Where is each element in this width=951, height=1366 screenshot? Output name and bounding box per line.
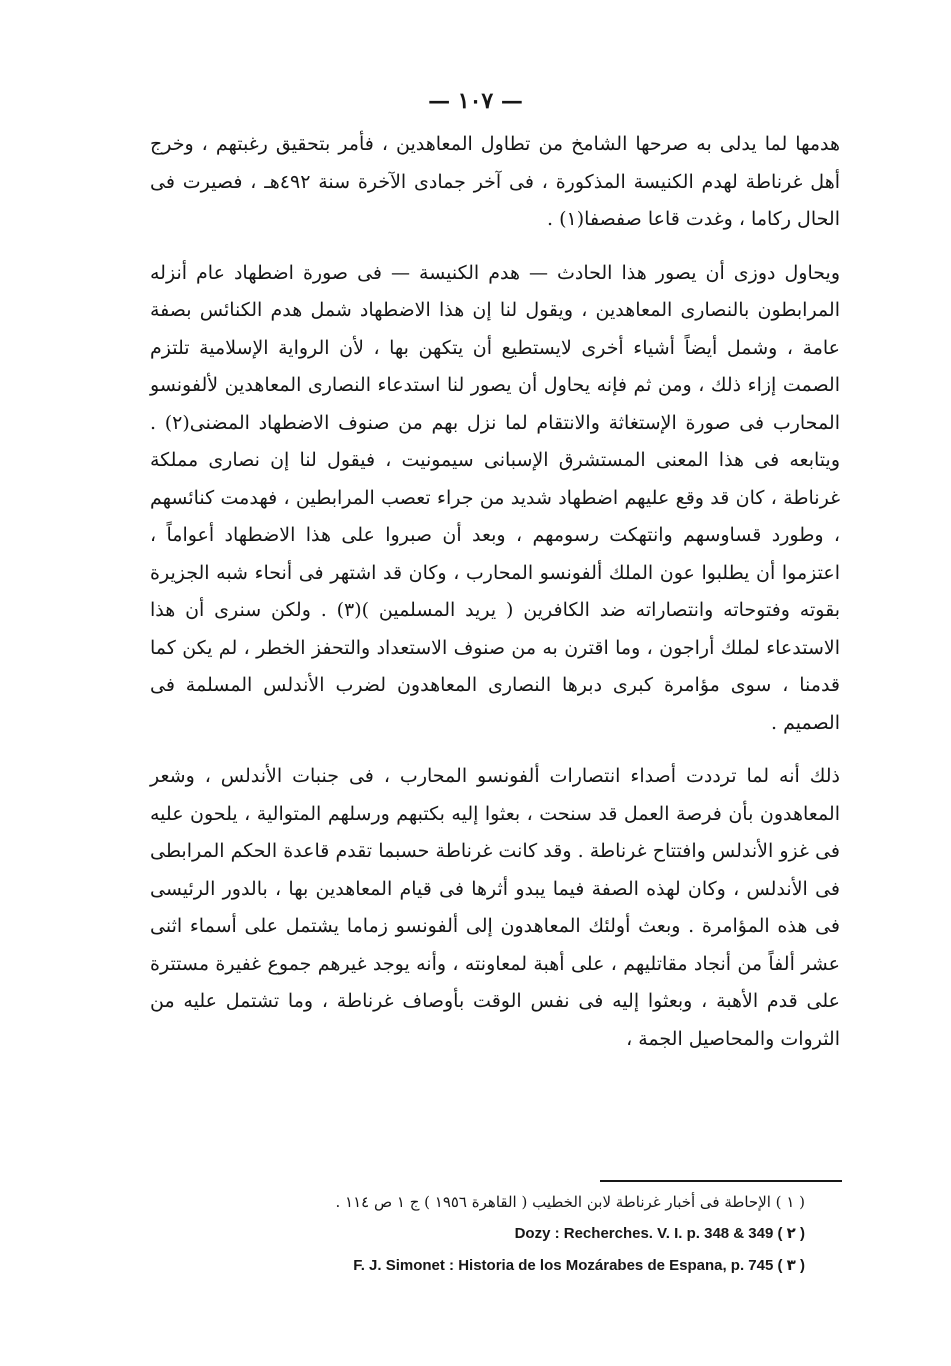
footnote-3: F. J. Simonet : Historia de los Mozárabes de Espana, p. 745 ( ٣ )	[353, 1257, 805, 1274]
footnotes	[190, 1186, 805, 1282]
footnote-2: Dozy : Recherches. V. I. p. 348 & 349 ( ٢ )	[514, 1225, 805, 1242]
paragraph-1: هدمها لما يدلى به صرحها الشامخ من تطاول المعاهدين ، فأمر بتحقيق رغبتهم ، وخرج أهل غرناطة لهدم الكنيسة المذكورة ، فى آخر جمادى الآخرة سنة ٤٩٢هـ ، فصيرت فى الحال ركاما ، وغدت قاعا صفصفا(١) .	[150, 133, 840, 230]
paragraph-2: ويحاول دوزى أن يصور هذا الحادث — هدم الكنيسة — فى صورة اضطهاد عام أنزله المرابطون بالنصارى المعاهدين ، ويقول لنا إن هذا الاضطهاد شمل هدم الكنائس بصفة عامة ، وشمل أيضاً أشياء أخرى لايستطيع أن يتكهن بها ، لأن الرواية الإسلامية تلتزم الصمت إزاء ذلك ، ومن ثم فإنه يحاول أن يصور لنا استدعاء النصارى المعاهدين لألفونسو المحارب فى صورة الإستغاثة والانتقام لما نزل بهم من صنوف الاضطهاد المضنى(٢) . ويتابعه فى هذا المعنى المستشرق الإسبانى سيمونيت ، فيقول لنا إن نصارى مملكة غرناطة ، كان قد وقع عليهم اضطهاد شديد من جراء تعصب المرابطين ، فهدمت كنائسهم ، وطورد قساوسهم وانتهكت رسومهم ، وبعد أن صبروا على هذا الاضطهاد أعواماً ، اعتزموا أن يطلبوا عون الملك ألفونسو المحارب ، وكان قد اشتهر فى أنحاء شبه الجزيرة بقوته وفتوحاته وانتصاراته ضد الكافرين ( يريد المسلمين )(٣) . ولكن سنرى أن هذا الاستدعاء لملك أراجون ، وما اقترن به من صنوف الاستعداد والتحفز الخطر ، لم يكن كما قدمنا ، سوى مؤامرة كبرى دبرها النصارى المعاهدون لضرب الأندلس المسلمة فى الصميم .	[150, 261, 840, 734]
page-number: — ١٠٧ —	[428, 88, 523, 114]
footnote-1: ( ١ ) الإحاطة فى أخبار غرناطة لابن الخطيب ( القاهرة ١٩٥٦ ) ج ١ ص ١١٤ .	[335, 1193, 805, 1211]
paragraph-3: ذلك أنه لما ترددت أصداء انتصارات ألفونسو المحارب ، فى جنبات الأندلس ، وشعر المعاهدون بأن فرصة العمل قد سنحت ، بعثوا إليه بكتبهم ورسلهم المتوالية ، يلحون عليه فى غزو الأندلس وافتتاح غرناطة . وقد كانت غرناطة حسبما تقدم قاعدة الحكم المرابطى فى الأندلس ، وكان لهذه الصفة فيما يبدو أثرها فى قيام المعاهدين بها ، بالدور الرئيسى فى هذه المؤامرة . وبعث أولئك المعاهدون إلى ألفونسو زماما يشتمل على أسماء اثنى عشر ألفاً من أنجاد مقاتليهم ، على أهبة لمعاونته ، وأنه يوجد غيرهم جموع غفيرة مستترة على قدم الأهبة ، وبعثوا إليه فى نفس الوقت بأوصاف غرناطة ، وما تشتمل عليه من الثروات والمحاصيل الجمة ،	[150, 765, 840, 1050]
body-text	[150, 126, 840, 1058]
footnote-divider	[600, 1180, 842, 1182]
